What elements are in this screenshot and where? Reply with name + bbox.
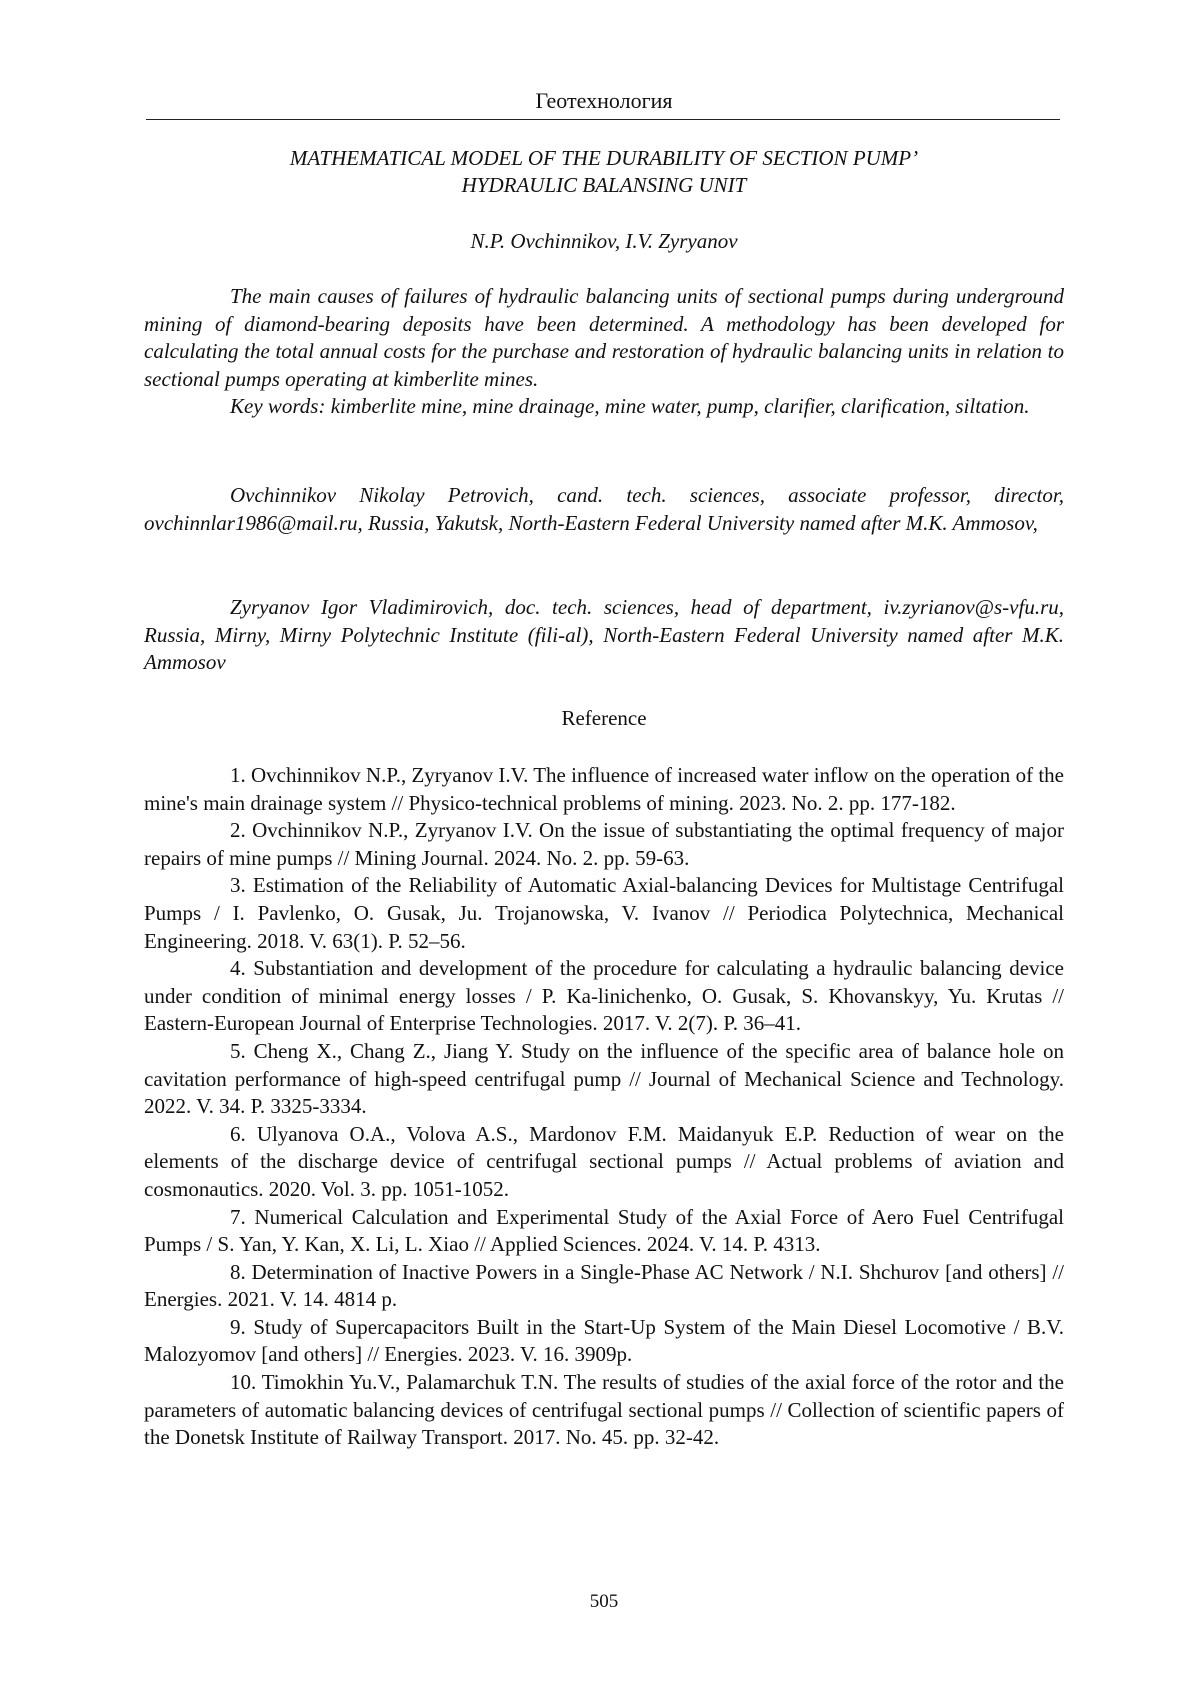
running-head: Геотехнология bbox=[535, 88, 673, 113]
reference-item: 5. Cheng X., Chang Z., Jiang Y. Study on the influence of the specific area of balance hole on cavitation performance of high-speed centrifugal pump // Journal of Mechanical Science and Technology. 2022. V. 34. P. 3325-3334. bbox=[144, 1038, 1064, 1119]
reference-item: 10. Timokhin Yu.V., Palamarchuk T.N. The results of studies of the axial force of the rotor and the parameters of automatic balancing devices of centrifugal sectional pumps // Collection of scientific papers of the Donetsk Institute of Railway Transport. 2017. No. 45. pp. 32-42. bbox=[144, 1370, 1064, 1450]
author-info-block bbox=[144, 482, 1064, 537]
references-list bbox=[144, 762, 1064, 1452]
reference-item: 9. Study of Supercapacitors Built in the Start-Up System of the Main Diesel Locomotive / B.V. Malozyomov [and others] // Energies. 2023. V. 16. 3909p. bbox=[144, 1314, 1064, 1367]
keywords-text: Key words: kimberlite mine, mine drainage, mine water, pump, clarifier, clarification, siltation. bbox=[230, 394, 1030, 419]
reference-item: 1. Ovchinnikov N.P., Zyryanov I.V. The influence of increased water inflow on the operation of the mine's main drainage system // Physico-technical problems of mining. 2023. No. 2. pp. 177-182. bbox=[144, 763, 1064, 815]
reference-item: 6. Ulyanova O.A., Volova A.S., Mardonov F.M. Maidanyuk E.P. Reduction of wear on the elements of the discharge device of centrifugal sectional pumps // Actual problems of aviation and cosmonautics. 2020. Vol. 3. pp. 1051-1052. bbox=[144, 1121, 1064, 1201]
abstract-section bbox=[144, 283, 1064, 421]
reference-item: 2. Ovchinnikov N.P., Zyryanov I.V. On the issue of substantiating the optimal frequency of major repairs of mine pumps // Mining Journal. 2024. No. 2. pp. 59-63. bbox=[144, 818, 1064, 870]
header-rule bbox=[146, 119, 1060, 120]
article-authors: N.P. Ovchinnikov, I.V. Zyryanov bbox=[470, 229, 738, 253]
reference-item: 8. Determination of Inactive Powers in a Single-Phase AC Network / N.I. Shchurov [and others] // Energies. 2021. V. 14. 4814 p. bbox=[144, 1259, 1064, 1312]
reference-item: 4. Substantiation and development of the procedure for calculating a hydraulic balancing device under condition of minimal energy losses / P. Ka-linichenko, O. Gusak, S. Khovanskyy, Yu. Krutas // Eastern-European Journal of Enterprise Technologies. 2017. V. 2(7). P. 36–41. bbox=[144, 956, 1064, 1036]
reference-item: 7. Numerical Calculation and Experimental Study of the Axial Force of Aero Fuel Centrifugal Pumps / S. Yan, Y. Kan, X. Li, L. Xiao // Applied Sciences. 2024. V. 14. P. 4313. bbox=[144, 1204, 1064, 1257]
references-heading: Reference bbox=[561, 706, 647, 730]
author-info-zyryanov: Zyryanov Igor Vladimirovich, doc. tech. sciences, head of department, iv.zyrianov@s-vfu.ru, Russia, Mirny, Mirny Polytechnic Institute (fili-al), North-Eastern Federal University named after M.K. Ammosov bbox=[144, 595, 1064, 675]
author-info-block bbox=[144, 594, 1064, 677]
abstract-text: The main causes of failures of hydraulic balancing units of sectional pumps during underground mining of diamond-bearing deposits have been determined. A methodology has been developed for calculating the total annual costs for the purchase and restoration of hydraulic balancing units in relation to sectional pumps operating at kimberlite mines. bbox=[144, 284, 1064, 391]
title-line: MATHEMATICAL MODEL OF THE DURABILITY OF SECTION PUMP’ bbox=[289, 146, 919, 170]
title-line: HYDRAULIC BALANSING UNIT bbox=[461, 173, 747, 197]
reference-item: 3. Estimation of the Reliability of Automatic Axial-balancing Devices for Multistage Centrifugal Pumps / I. Pavlenko, O. Gusak, Ju. Trojanowska, V. Ivanov // Periodica Polytechnica, Mechanical Engineering. 2018. V. 63(1). P. 52–56. bbox=[144, 873, 1064, 953]
author-info-ovchinnikov: Ovchinnikov Nikolay Petrovich, cand. tech. sciences, associate professor, director, ovchinnlar1986@mail.ru, Russia, Yakutsk, North-Eastern Federal University named after M.K. Ammosov, bbox=[144, 483, 1064, 535]
page-number: 505 bbox=[589, 1591, 619, 1612]
article-title bbox=[144, 145, 1064, 199]
